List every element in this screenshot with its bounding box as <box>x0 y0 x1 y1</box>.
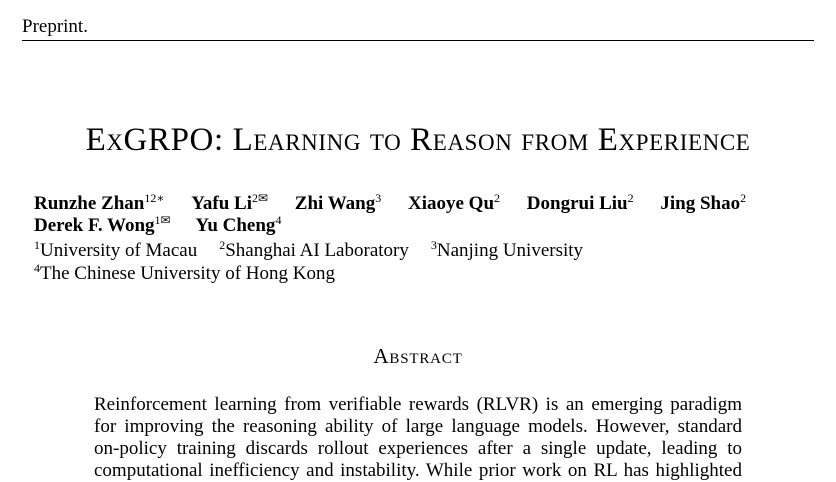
author-name: Yafu $Li^{2✉}$ <box>191 191 269 214</box>
affiliation: $^1$University of Macau <box>34 238 198 261</box>
affiliation-line-1 <box>34 239 605 262</box>
author-name: Derek F. Wong$^{1✉}$ <box>34 213 171 236</box>
abstract-line: Reinforcement learning from verifiable rewards (RLVR) is an emerging paradigm <box>94 394 742 415</box>
author-line-1 <box>34 193 824 215</box>
affiliation-line-2 <box>34 262 605 285</box>
author-name: Runzhe Zhan$^{12∗}$ <box>34 191 165 214</box>
author-name: Zhi Wang$^3$ <box>294 191 382 214</box>
abstract-line: computational inefficiency and instability. While prior work on RL has highlighted <box>94 460 742 481</box>
author-list <box>34 193 824 237</box>
paper-title: ExGRPO: Learning to Reason from Experience <box>85 122 751 158</box>
author-name: Xiaoye Qu$^2$ <box>408 191 501 214</box>
author-name: Jing Shao$^2$ <box>660 191 747 214</box>
affiliation-list <box>34 239 605 285</box>
affiliation: $^4$The Chinese University of Hong Kong <box>34 261 335 284</box>
abstract-line: on-policy training discards rollout experiences after a single update, leading to <box>94 438 742 459</box>
affiliation: $^2$Shanghai AI Laboratory <box>219 238 409 261</box>
author-name: Yu Cheng$^4$ <box>195 213 282 236</box>
abstract-body <box>94 394 742 482</box>
author-name: Dongrui Liu$^2$ <box>526 191 634 214</box>
abstract-heading: Abstract <box>373 344 463 368</box>
running-head: Preprint. <box>22 16 88 37</box>
author-line-2 <box>34 215 824 237</box>
affiliation: $^3$Nanjing University <box>430 238 584 261</box>
abstract-line: for improving the reasoning ability of large language models. However, standard <box>94 416 742 437</box>
header-rule <box>22 40 814 41</box>
